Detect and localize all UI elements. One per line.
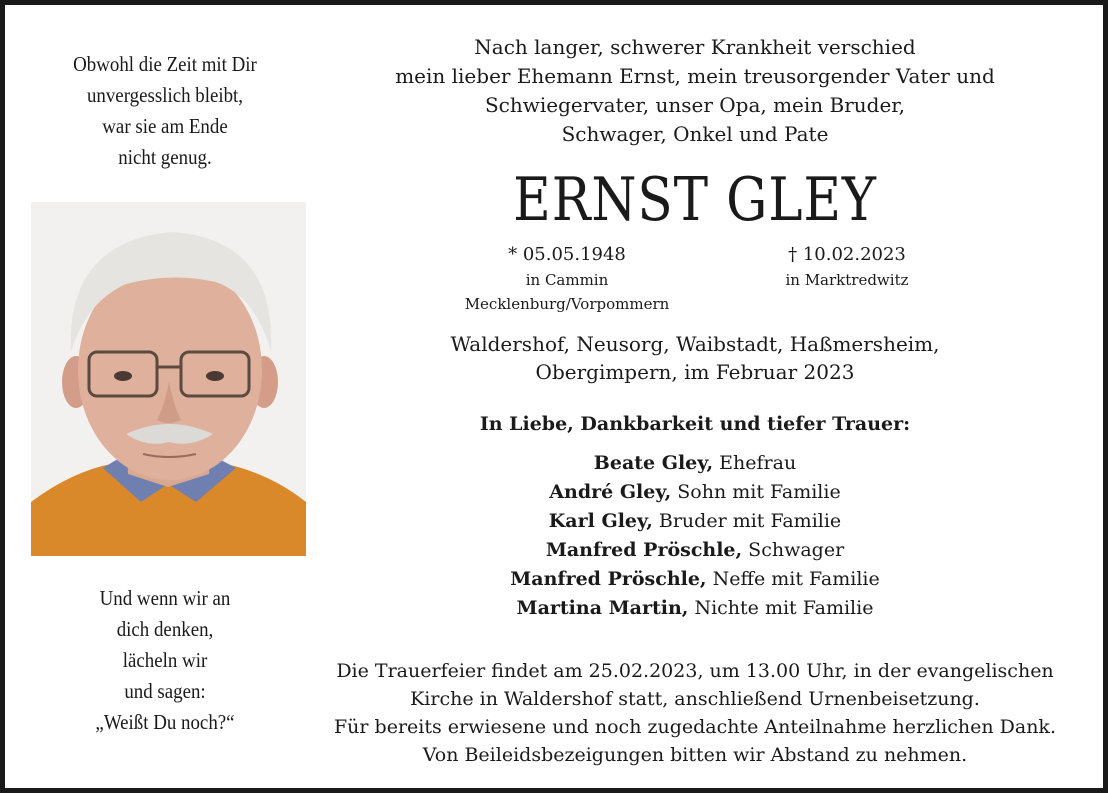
poem-line: war sie am Ende [102,114,228,138]
intro-line: Schwager, Onkel und Pate [561,122,829,146]
poem-line: Und wenn wir an [99,586,231,610]
mourning-heading: In Liebe, Dankbarkeit und tiefer Trauer: [479,413,911,435]
mourner-relation: Schwager [742,539,845,561]
mourner-row [295,478,1095,507]
places-line: Waldershof, Neusorg, Waibstadt, Haßmersheim, [450,332,940,356]
birth-info [417,242,717,316]
poem-bottom [48,583,282,738]
mourner-name: Manfred Pröschle, [510,568,707,590]
mourner-relation: Ehefrau [713,452,797,474]
birth-region: Mecklenburg/Vorpommern [464,295,670,313]
death-place: in Marktredwitz [785,271,909,289]
poem-line: nicht genug. [118,145,212,169]
poem-line: lächeln wir [122,648,208,672]
mourner-relation: Nichte mit Familie [688,597,874,619]
death-date: † 10.02.2023 [788,244,906,265]
closing-line: Die Trauerfeier findet am 25.02.2023, um 13.00 Uhr, in der evangelischen [336,660,1054,682]
death-info [697,242,997,292]
mourner-relation: Sohn mit Familie [671,481,841,503]
poem-line: Obwohl die Zeit mit Dir [73,52,257,76]
closing-line: Kirche in Waldershof statt, anschließend Urnenbeisetzung. [410,688,980,710]
intro-line: mein lieber Ehemann Ernst, mein treusorgender Vater und [395,64,995,88]
intro-text [295,33,1095,149]
poem-line: und sagen: [124,679,206,703]
poem-top [48,49,282,173]
mourner-relation: Neffe mit Familie [706,568,880,590]
intro-line: Nach langer, schwerer Krankheit verschied [474,35,916,59]
mourner-row [295,565,1095,594]
birth-place: in Cammin [525,271,609,289]
places-line: Obergimpern, im Februar 2023 [535,360,855,384]
mourner-name: André Gley, [549,481,672,503]
places-and-date [295,330,1095,386]
mourner-relation: Bruder mit Familie [652,510,842,532]
closing-line: Von Beileidsbezeigungen bitten wir Abstand zu nehmen. [422,744,968,766]
closing-text [295,657,1095,769]
mourner-name: Martina Martin, [516,597,689,619]
mourners-list [295,449,1095,623]
life-dates [5,242,1108,317]
poem-line: dich denken, [116,617,214,641]
poem-line: „Weißt Du noch?“ [95,710,235,734]
mourner-row [295,507,1095,536]
birth-date: * 05.05.1948 [508,244,626,265]
mourner-row [295,536,1095,565]
closing-line: Für bereits erwiesene und noch zugedachte Anteilnahme herzlichen Dank. [334,716,1056,738]
mourner-name: Beate Gley, [593,452,714,474]
deceased-name: ERNST GLEY [513,165,877,235]
poem-line: unvergesslich bleibt, [86,83,244,107]
mourner-name: Manfred Pröschle, [545,539,743,561]
mourner-name: Karl Gley, [548,510,653,532]
mourner-row [295,449,1095,478]
intro-line: Schwiegervater, unser Opa, mein Bruder, [484,93,906,117]
mourner-row [295,594,1095,623]
